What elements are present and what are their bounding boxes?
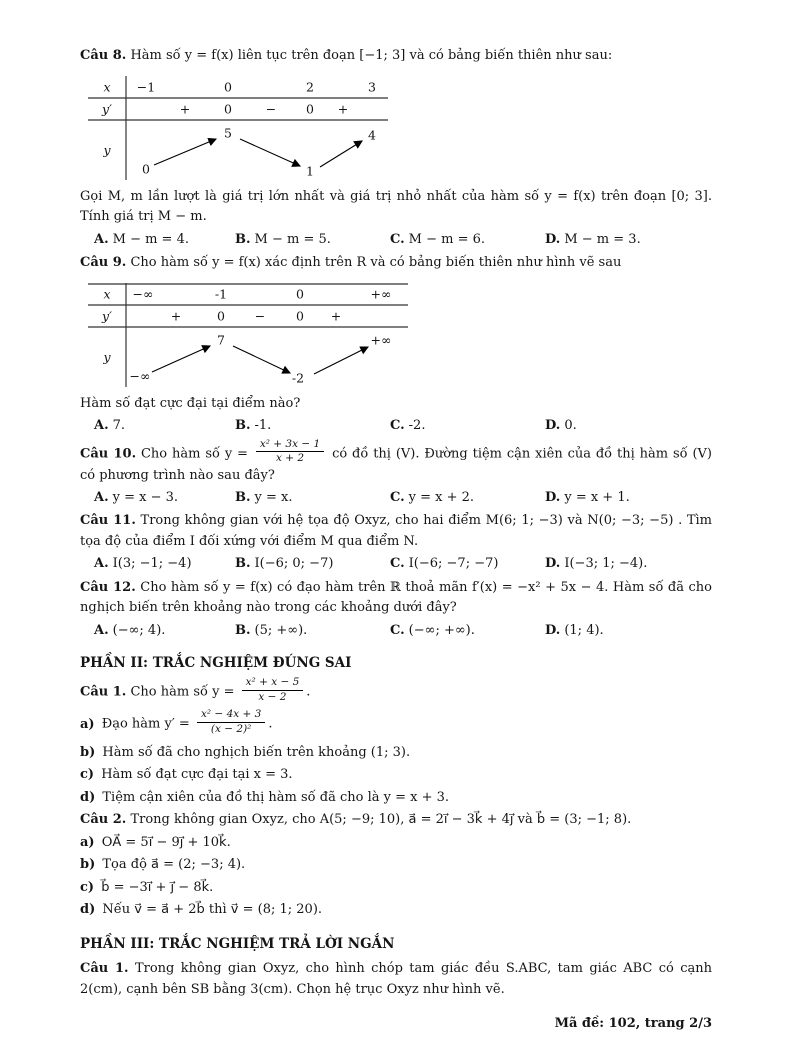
bbt-x-value: 0 xyxy=(296,286,304,302)
bbt-x-value: −∞ xyxy=(132,286,154,302)
part2-q1-item-c: c) Hàm số đạt cực đại tại x = 3. xyxy=(80,767,293,783)
part2-q1-item-a: a) Đạo hàm y′ = $\frac{\text{x² − 4x + 3}}{\text{(x − 2)²}}$ . xyxy=(80,708,273,736)
fraction: $\frac{\text{x² + 3x − 1}}{x + 2}$ xyxy=(256,438,324,466)
bbt-y-min: -2 xyxy=(291,370,305,386)
answer-option-c: C. M − m = 6. xyxy=(390,231,486,247)
answer-option-c: C. (−∞; +∞). xyxy=(390,622,475,638)
part2-q1-item-d: d) Tiệm cận xiên của đồ thị hàm số đã cho là y = x + 3. xyxy=(80,789,450,805)
bbt-var-y: y xyxy=(103,349,111,365)
question-9-body: Hàm số đạt cực đại tại điểm nào? xyxy=(80,395,301,411)
answer-option-a: A. (−∞; 4). xyxy=(94,622,166,638)
variation-table-q8 xyxy=(88,76,388,180)
bbt-y-min: 1 xyxy=(306,163,314,179)
bbt-y-start: −∞ xyxy=(129,368,151,384)
answer-option-d: D. M − m = 3. xyxy=(545,231,641,247)
fraction: $\frac{\text{x² − 4x + 3}}{\text{(x − 2)²}}$ xyxy=(197,708,265,736)
question-12-label: Câu 12. xyxy=(80,579,136,595)
variation-table-q8-lines xyxy=(88,76,388,180)
question-10-answers xyxy=(80,488,712,508)
variation-table-q9 xyxy=(88,283,408,387)
fraction: $\frac{\text{x² + x − 5}}{x - 2}$ xyxy=(242,676,304,704)
question-8-label: Câu 8. xyxy=(80,48,127,63)
question-11: Câu 11. Trong không gian với hệ tọa độ Oxyz, cho hai điểm M(6; 1; −3) và N(0; −3; −5) . Tìm tọa độ của điểm I đối xứng với điểm M qua điểm N. xyxy=(80,513,712,549)
bbt-sign: + xyxy=(170,308,182,324)
part2-q2-item-b: b) Tọa độ a⃗ = (2; −3; 4). xyxy=(80,857,246,873)
answer-option-d: D. y = x + 1. xyxy=(545,489,630,505)
question-11-label: Câu 11. xyxy=(80,513,136,529)
question-10-label: Câu 10. xyxy=(80,446,137,462)
question-8-body: Gọi M, m lần lượt là giá trị lớn nhất và giá trị nhỏ nhất của hàm số y = f(x) trên đoạn [0; 3]. Tính giá trị M − m. xyxy=(80,188,712,225)
bbt-y-max: 5 xyxy=(224,125,232,141)
bbt-var-yprime: y′ xyxy=(102,101,112,117)
question-9-label: Câu 9. xyxy=(80,255,127,271)
bbt-sign: − xyxy=(254,308,266,324)
bbt-sign: + xyxy=(337,101,349,117)
question-8-intro: Hàm số y = f(x) liên tục trên đoạn [−1; 3] và có bảng biến thiên như sau: xyxy=(130,48,613,63)
bbt-x-value: 0 xyxy=(224,79,232,95)
answer-option-a: A. y = x − 3. xyxy=(94,489,179,505)
bbt-var-y: y xyxy=(103,142,111,158)
bbt-x-value: 2 xyxy=(306,79,314,95)
question-10: Câu 10. Cho hàm số y = $\frac{\text{x² + 3x − 1}}{x + 2}$ có đồ thị (V). Đường tiệm cận xiên của đồ thị hàm số (V) có phương trình nào sau đây? xyxy=(80,437,712,483)
bbt-sign: 0 xyxy=(224,101,232,117)
question-9-intro: Cho hàm số y = f(x) xác định trên R và có bảng biến thiên như hình vẽ sau xyxy=(130,255,622,271)
bbt-x-value: 3 xyxy=(368,79,376,95)
part2-q2-item-a: a) OA⃗ = 5i⃗ − 9j⃗ + 10k⃗. xyxy=(80,834,231,850)
question-8 xyxy=(80,46,712,67)
part2-q1-label: Câu 1. xyxy=(80,684,127,700)
answer-option-b: B. y = x. xyxy=(235,489,293,505)
answer-option-b: B. (5; +∞). xyxy=(235,622,308,638)
question-8-answers xyxy=(80,230,712,250)
bbt-var-x: x xyxy=(103,286,111,302)
part2-heading: PHẦN II: TRẮC NGHIỆM ĐÚNG SAI xyxy=(80,655,352,672)
answer-option-b: B. M − m = 5. xyxy=(235,231,331,247)
answer-option-c: C. y = x + 2. xyxy=(390,489,475,505)
part2-q2-item-c: c) b⃗ = −3i⃗ + j⃗ − 8k⃗. xyxy=(80,879,214,895)
part3-heading: PHẦN III: TRẮC NGHIỆM TRẢ LỜI NGẮN xyxy=(80,935,395,952)
answer-option-d: D. 0. xyxy=(545,418,577,434)
bbt-var-x: x xyxy=(103,79,111,95)
bbt-y-end: 4 xyxy=(368,127,376,143)
question-9 xyxy=(80,253,712,274)
bbt-sign: 0 xyxy=(306,101,314,117)
question-12-answers xyxy=(80,621,712,641)
answer-option-a: A. I(3; −1; −4) xyxy=(94,556,192,572)
answer-option-d: D. I(−3; 1; −4). xyxy=(545,556,648,572)
question-11-answers xyxy=(80,554,712,574)
question-12: Câu 12. Cho hàm số y = f(x) có đạo hàm trên ℝ thoả mãn f′(x) = −x² + 5x − 4. Hàm số đã cho nghịch biến trên khoảng nào trong các khoảng dưới đây? xyxy=(80,579,712,616)
part2-q1-item-b: b) Hàm số đã cho nghịch biến trên khoảng (1; 3). xyxy=(80,744,411,760)
answer-option-c: C. -2. xyxy=(390,418,426,434)
part3-q1-label: Câu 1. xyxy=(80,960,129,976)
bbt-var-yprime: y′ xyxy=(102,308,112,324)
bbt-y-start: 0 xyxy=(142,161,150,177)
answer-option-a: A. 7. xyxy=(94,418,126,434)
question-9-answers xyxy=(80,416,712,436)
bbt-x-value: +∞ xyxy=(370,286,392,302)
bbt-sign: + xyxy=(179,101,191,117)
page-footer: Mã đề: 102, trang 2/3 xyxy=(554,1016,712,1032)
answer-option-c: C. I(−6; −7; −7) xyxy=(390,556,499,572)
answer-option-b: B. -1. xyxy=(235,418,272,434)
answer-option-b: B. I(−6; 0; −7) xyxy=(235,556,334,572)
bbt-y-end: +∞ xyxy=(370,332,392,348)
part2-q2-item-d: d) Nếu v⃗ = a⃗ + 2b⃗ thì v⃗ = (8; 1; 20). xyxy=(80,902,323,918)
part2-question-1: Câu 1. Cho hàm số y = $\frac{\text{x² + x − 5}}{x - 2}$ . xyxy=(80,676,311,703)
bbt-x-value: -1 xyxy=(214,286,228,302)
part2-q2-label: Câu 2. xyxy=(80,812,127,828)
answer-option-a: A. M − m = 4. xyxy=(94,231,189,247)
bbt-sign: + xyxy=(330,308,342,324)
part2-question-2: Câu 2. Trong không gian Oxyz, cho A(5; −9; 10), a⃗ = 2i⃗ − 3k⃗ + 4j⃗ và b⃗ = (3; −1; 8). xyxy=(80,812,632,828)
bbt-sign: 0 xyxy=(296,308,304,324)
bbt-x-value: −1 xyxy=(136,79,156,95)
part3-question-1: Câu 1. Trong không gian Oxyz, cho hình chóp tam giác đều S.ABC, tam giác ABC có cạnh 2(cm), cạnh bên SB bằng 3(cm). Chọn hệ trục Oxyz như hình vẽ. xyxy=(80,960,713,997)
bbt-sign: 0 xyxy=(217,308,225,324)
bbt-sign: − xyxy=(265,101,277,117)
bbt-y-max: 7 xyxy=(217,332,225,348)
answer-option-d: D. (1; 4). xyxy=(545,622,604,638)
